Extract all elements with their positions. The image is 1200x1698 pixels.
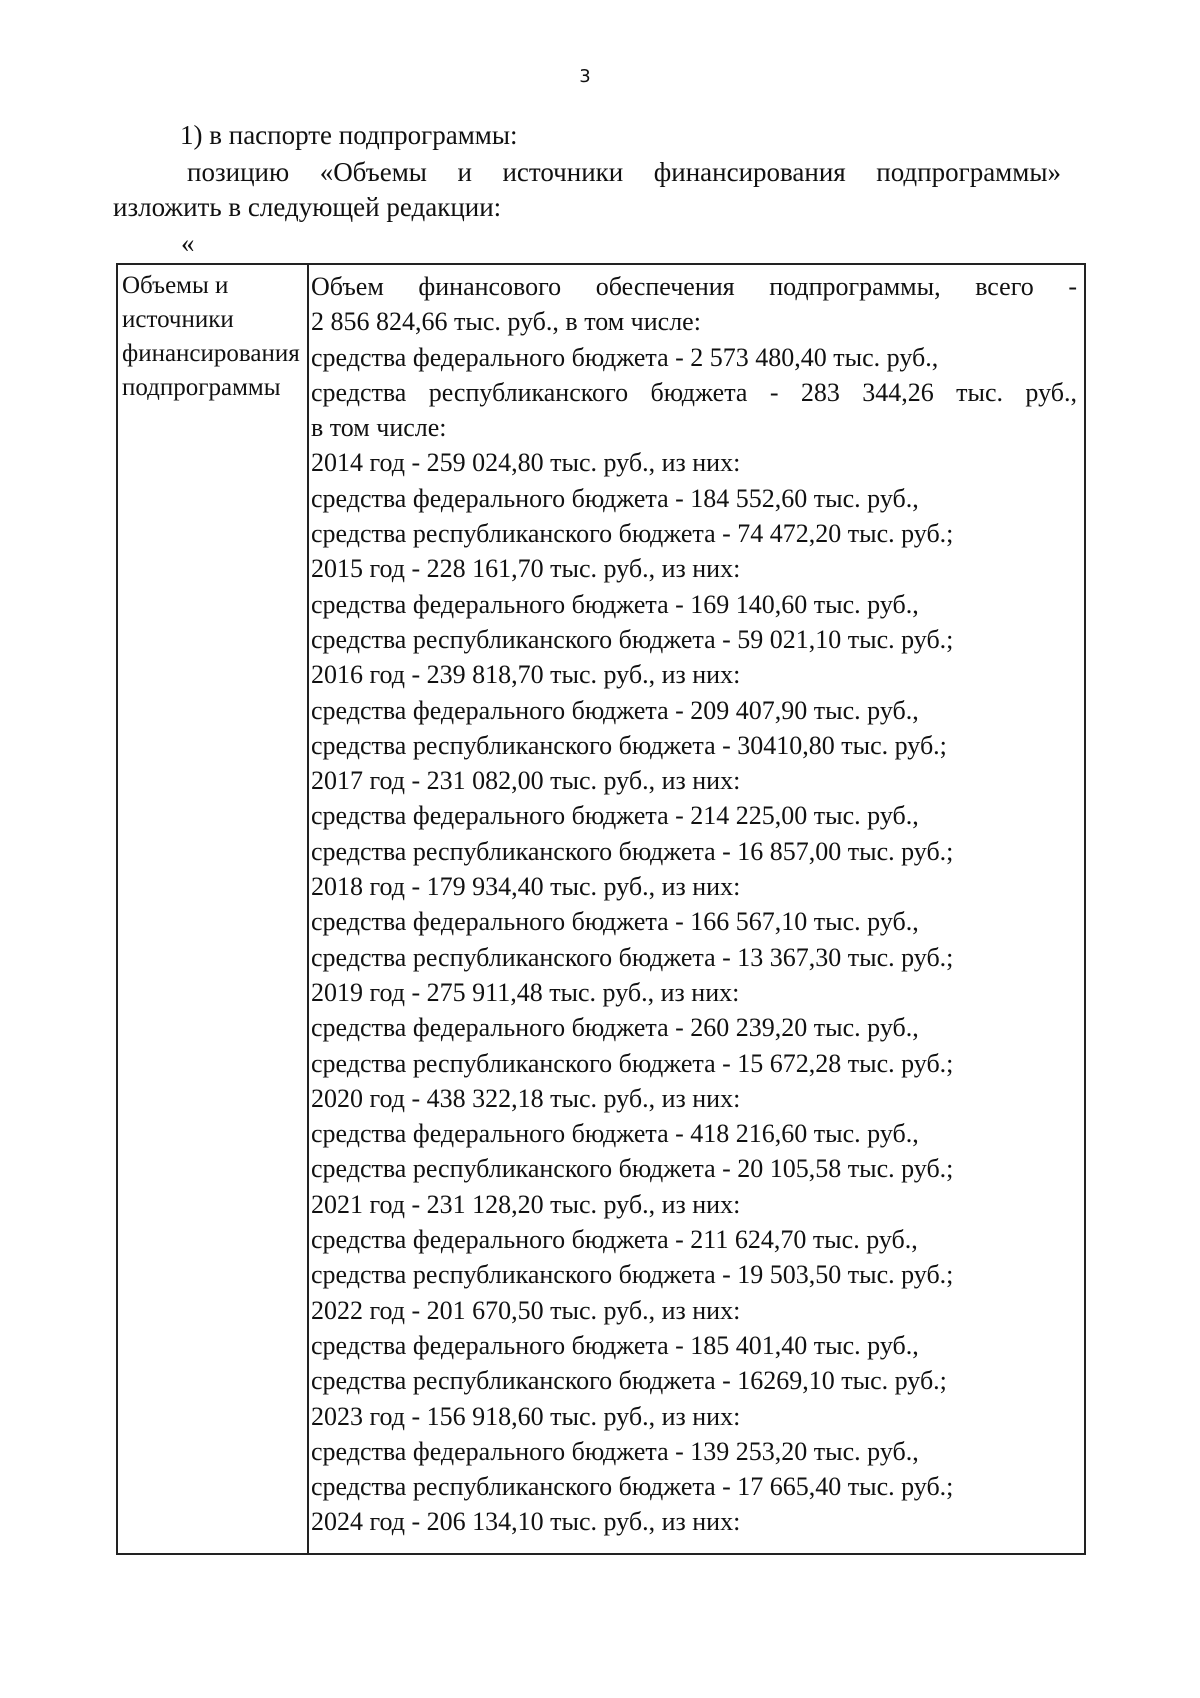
word: «Объемы: [319, 157, 427, 187]
word: Объем: [311, 272, 384, 301]
word: подпрограммы»: [876, 157, 1061, 187]
year-2023-republic: средства республиканского бюджета - 17 665,40 тыс. руб.;: [311, 1472, 954, 1502]
word: средства: [311, 377, 407, 407]
year-2016-total: 2016 год - 239 818,70 тыс. руб., из них:: [311, 660, 741, 690]
year-2018-republic: средства республиканского бюджета - 13 367,30 тыс. руб.;: [311, 942, 954, 972]
word: 283: [800, 377, 840, 407]
word: финансирования: [653, 157, 846, 187]
year-2019-republic: средства республиканского бюджета - 15 672,28 тыс. руб.;: [311, 1048, 954, 1078]
word: финансового: [418, 272, 562, 301]
funding-line-federal-total: средства федерального бюджета - 2 573 480,40 тыс. руб.,: [311, 342, 939, 372]
funding-line-total: 2 856 824,66 тыс. руб., в том числе:: [311, 307, 701, 337]
word: и: [457, 157, 472, 187]
word: обеспечения: [595, 272, 735, 301]
year-2023-total: 2023 год - 156 918,60 тыс. руб., из них:: [311, 1401, 741, 1431]
left-cell-line: финансирования: [122, 340, 300, 367]
year-2017-republic: средства республиканского бюджета - 16 857,00 тыс. руб.;: [311, 836, 954, 866]
table-left-cell: [118, 265, 307, 405]
year-2016-republic: средства республиканского бюджета - 30410,80 тыс. руб.;: [311, 730, 947, 760]
year-2014-federal: средства федерального бюджета - 184 552,60 тыс. руб.,: [311, 483, 919, 513]
year-2014-total: 2014 год - 259 024,80 тыс. руб., из них:: [311, 448, 741, 478]
year-2021-total: 2021 год - 231 128,20 тыс. руб., из них:: [311, 1189, 741, 1219]
year-2023-federal: средства федерального бюджета - 139 253,20 тыс. руб.,: [311, 1436, 919, 1466]
year-2021-federal: средства федерального бюджета - 211 624,70 тыс. руб.,: [311, 1225, 918, 1255]
year-2019-federal: средства федерального бюджета - 260 239,20 тыс. руб.,: [311, 1013, 919, 1043]
year-2022-republic: средства республиканского бюджета - 16269,10 тыс. руб.;: [311, 1366, 947, 1396]
year-2014-republic: средства республиканского бюджета - 74 472,20 тыс. руб.;: [311, 519, 954, 549]
year-2020-republic: средства республиканского бюджета - 20 105,58 тыс. руб.;: [311, 1154, 954, 1184]
word: -: [1068, 272, 1077, 301]
left-cell-line: Объемы и: [122, 272, 229, 299]
word: республиканского: [428, 377, 629, 407]
financing-table: [116, 263, 1086, 1555]
year-2022-total: 2022 год - 201 670,50 тыс. руб., из них:: [311, 1295, 741, 1325]
year-2017-federal: средства федерального бюджета - 214 225,00 тыс. руб.,: [311, 801, 919, 831]
year-2024-total: 2024 год - 206 134,10 тыс. руб., из них:: [311, 1507, 741, 1537]
word: всего: [975, 272, 1034, 301]
word: источники: [502, 157, 624, 187]
year-2015-federal: средства федерального бюджета - 169 140,60 тыс. руб.,: [311, 589, 919, 619]
word: бюджета: [650, 377, 748, 407]
word: -: [769, 377, 779, 407]
word: руб.,: [1025, 377, 1077, 407]
year-2022-federal: средства федерального бюджета - 185 401,40 тыс. руб.,: [311, 1330, 919, 1360]
funding-line-including: в том числе:: [311, 413, 447, 443]
year-2018-federal: средства федерального бюджета - 166 567,10 тыс. руб.,: [311, 907, 919, 937]
year-2016-federal: средства федерального бюджета - 209 407,90 тыс. руб.,: [311, 695, 919, 725]
word: 344,26: [862, 377, 934, 407]
year-2015-total: 2015 год - 228 161,70 тыс. руб., из них:: [311, 554, 741, 584]
word: тыс.: [956, 377, 1004, 407]
intro-line-position: [187, 157, 1061, 188]
year-2015-republic: средства республиканского бюджета - 59 021,10 тыс. руб.;: [311, 624, 954, 654]
year-2020-federal: средства федерального бюджета - 418 216,60 тыс. руб.,: [311, 1119, 919, 1149]
intro-line-passport: 1) в паспорте подпрограммы:: [180, 120, 518, 150]
year-2018-total: 2018 год - 179 934,40 тыс. руб., из них:: [311, 872, 741, 902]
word: подпрограммы,: [769, 272, 941, 301]
page-number: 3: [579, 66, 591, 87]
funding-line-header: [311, 269, 1077, 304]
open-quote: «: [181, 228, 195, 258]
year-2017-total: 2017 год - 231 082,00 тыс. руб., из них:: [311, 766, 741, 796]
year-2019-total: 2019 год - 275 911,48 тыс. руб., из них:: [311, 977, 740, 1007]
left-cell-line: подпрограммы: [122, 374, 281, 401]
intro-line-edition: изложить в следующей редакции:: [113, 192, 502, 222]
year-2021-republic: средства республиканского бюджета - 19 503,50 тыс. руб.;: [311, 1260, 954, 1290]
column-divider: [307, 265, 309, 1553]
year-2020-total: 2020 год - 438 322,18 тыс. руб., из них:: [311, 1083, 741, 1113]
left-cell-line: источники: [122, 306, 234, 333]
funding-line-republic-total: [311, 375, 1077, 410]
word: позицию: [187, 157, 290, 187]
table-right-cell: [311, 265, 1077, 1540]
